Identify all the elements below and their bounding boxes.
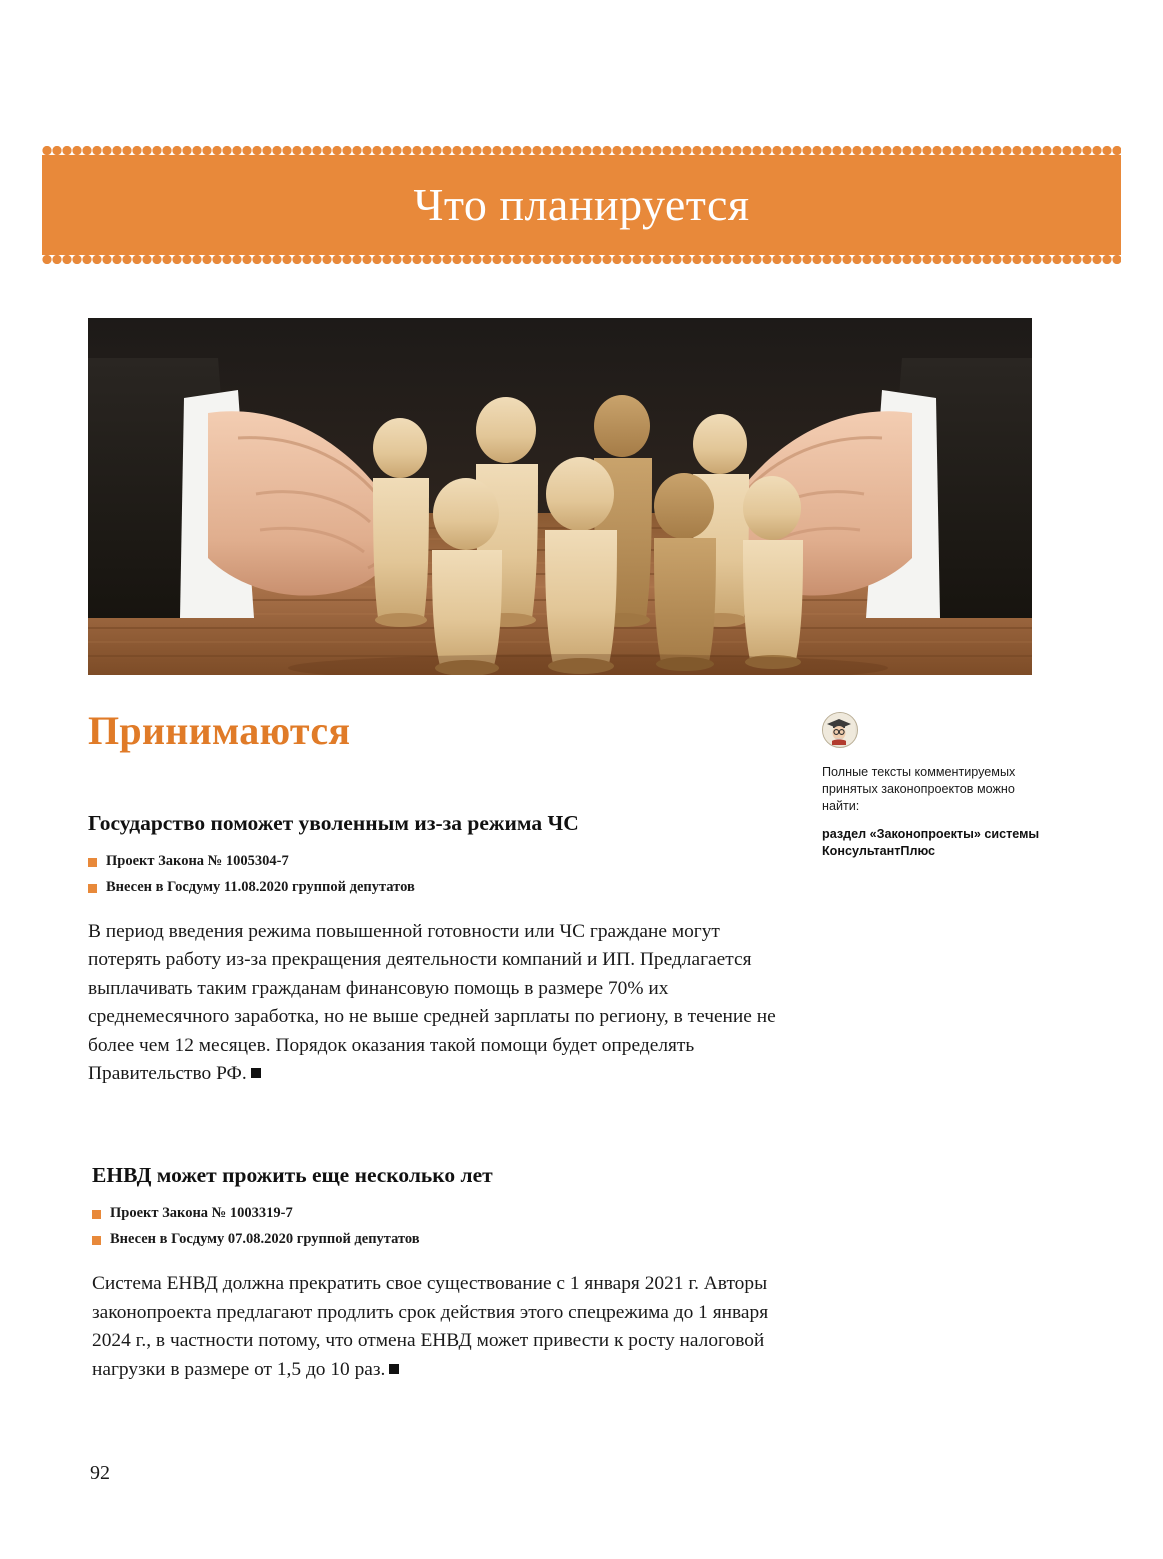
side-note (822, 712, 1050, 860)
page-number: 92 (90, 1462, 110, 1484)
side-note-reference: раздел «Законопроекты» системы КонсультантПлюс (822, 827, 1040, 858)
square-bullet-icon (88, 858, 97, 867)
square-bullet-icon (92, 1210, 101, 1219)
square-bullet-icon (92, 1236, 101, 1245)
section-heading: Принимаются (88, 708, 351, 753)
side-note-text: Полные тексты комментируемых принятых законопроектов можно найти: (822, 765, 1016, 813)
article-meta-text: Внесен в Госдуму 11.08.2020 группой депутатов (106, 878, 415, 895)
article-title: ЕНВД может прожить еще несколько лет (92, 1163, 493, 1188)
page-banner (42, 155, 1121, 255)
hero-photo (88, 318, 1032, 675)
article-meta-text: Внесен в Госдуму 07.08.2020 группой депутатов (110, 1231, 420, 1248)
banner-title: Что планируется (413, 179, 750, 230)
professor-avatar-icon (822, 712, 858, 748)
article-title: Государство поможет уволенным из-за режима ЧС (88, 811, 579, 835)
article-meta-text: Проект Закона № 1003319-7 (110, 1205, 293, 1222)
main-content-column (88, 810, 778, 1384)
article-meta-row (92, 1205, 778, 1222)
article-meta-row (92, 1231, 778, 1248)
article-body-text: В период введения режима повышенной готовности или ЧС граждане могут потерять работу из-за прекращения деятельности компаний и ИП. Предлагается выплачивать таким гражданам финансовую помощь в размере 70% их среднемесячного заработка, но не выше средней зарплаты по региону, в течение не более чем 12 месяцев. Порядок оказания такой помощи будет определять Правительство РФ. (88, 920, 776, 1084)
article-body-text: Система ЕНВД должна прекратить свое существование с 1 января 2021 г. Авторы законопроекта предлагают продлить срок действия этого спецрежима до 1 января 2024 г., в частности потому, что отмена ЕНВД может привести к росту налоговой нагрузки в размере от 1,5 до 10 раз. (92, 1273, 769, 1380)
article-item (88, 1162, 778, 1384)
end-of-article-mark (389, 1364, 399, 1374)
article-body (88, 918, 778, 1089)
square-bullet-icon (88, 884, 97, 893)
banner-scallop-top (42, 146, 1121, 155)
article-meta-row (88, 853, 778, 870)
article-separator (88, 1088, 778, 1162)
article-meta-text: Проект Закона № 1005304-7 (106, 852, 289, 869)
end-of-article-mark (251, 1068, 261, 1078)
article-meta-row (88, 879, 778, 896)
article-item (88, 810, 778, 1088)
article-body (92, 1270, 778, 1384)
banner-scallop-bottom (42, 255, 1121, 264)
